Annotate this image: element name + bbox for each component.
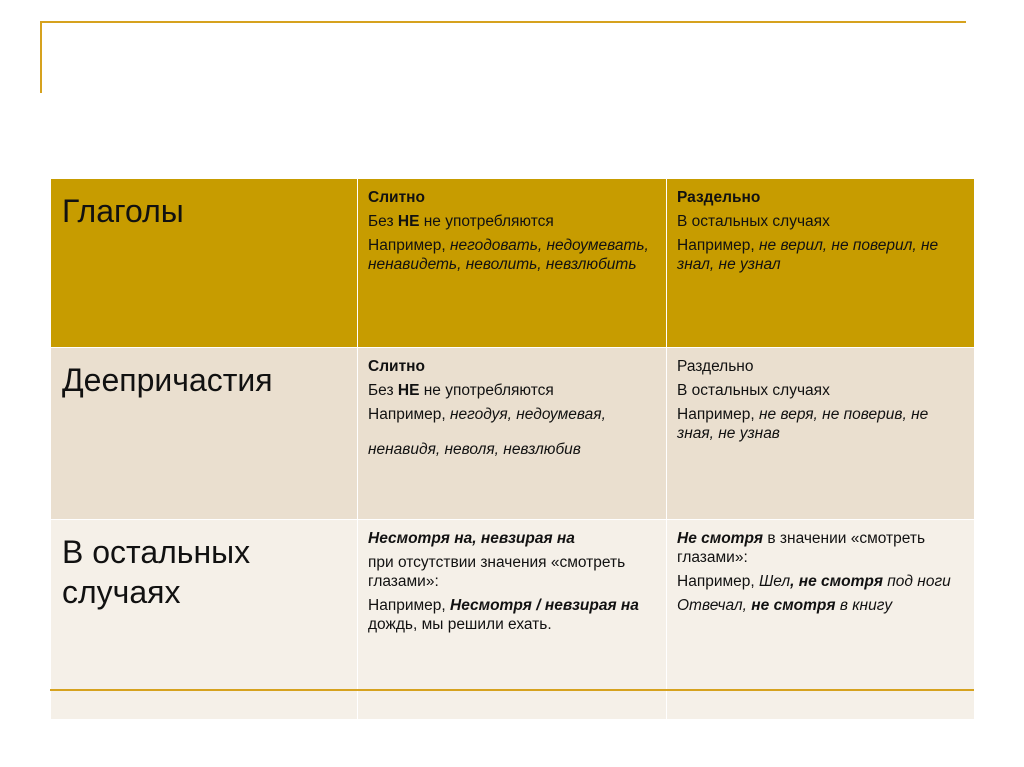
cell-title: Слитно xyxy=(368,189,425,206)
cell-rule: Без НЕ не употребляются xyxy=(368,213,554,230)
table-row-gerunds xyxy=(51,348,975,520)
cell-rule: В остальных случаях xyxy=(677,213,830,230)
cell-example-1: Например, Шел, не смотря под ноги xyxy=(677,573,951,590)
row-heading-gerunds: Деепричастия xyxy=(51,348,358,520)
cell-example: Например, не верил, не поверил, не знал, не узнал xyxy=(677,237,939,273)
cell-gerunds-separate xyxy=(667,348,975,520)
cell-title: Несмотря на, невзирая на xyxy=(368,530,575,547)
cell-example: Например, негодовать, недоумевать, ненавидеть, неволить, невзлюбить xyxy=(368,237,649,273)
cell-example-2: Отвечал, не смотря в книгу xyxy=(677,597,893,614)
cell-verbs-together xyxy=(358,179,667,348)
cell-rule: В остальных случаях xyxy=(677,382,830,399)
cell-example-continued: ненавидя, неволя, невзлюбив xyxy=(368,441,581,458)
cell-example: Например, негодуя, недоумевая, xyxy=(368,406,606,423)
cell-title: Слитно xyxy=(368,358,425,375)
rules-table xyxy=(50,178,975,720)
row-heading-verbs: Глаголы xyxy=(51,179,358,348)
table-bottom-line xyxy=(50,689,974,691)
cell-example: Например, не веря, не поверив, не зная, не узнав xyxy=(677,406,929,442)
row-heading-other-cases: В остальных случаях xyxy=(51,520,358,720)
decorative-top-line xyxy=(40,21,966,23)
decorative-left-line xyxy=(40,21,42,93)
cell-condition: при отсутствии значения «смотреть глазами»: xyxy=(368,554,626,590)
cell-verbs-separate xyxy=(667,179,975,348)
cell-title: Раздельно xyxy=(677,189,761,206)
cell-title: Не смотря в значении «смотреть глазами»: xyxy=(677,530,926,566)
cell-gerunds-together xyxy=(358,348,667,520)
cell-title: Раздельно xyxy=(677,358,754,375)
table-row-verbs xyxy=(51,179,975,348)
cell-rule: Без НЕ не употребляются xyxy=(368,382,554,399)
cell-example: Например, Несмотря / невзирая на дождь, мы решили ехать. xyxy=(368,597,639,633)
